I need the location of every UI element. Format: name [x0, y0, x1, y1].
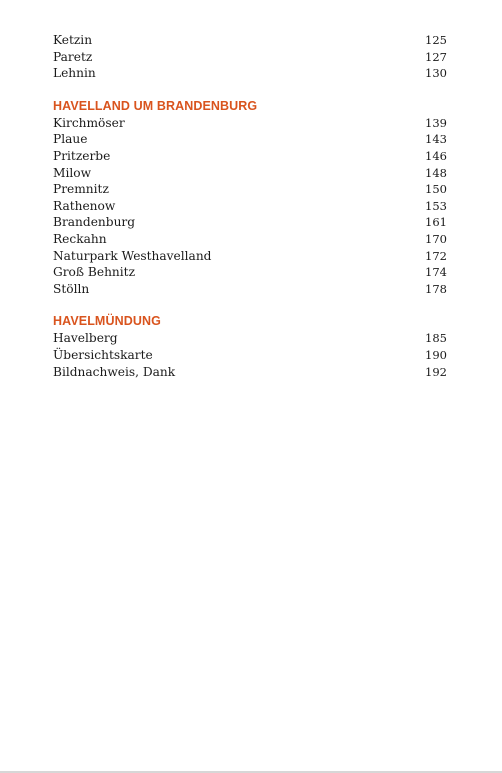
toc-entry-title: Bildnachweis, Dank	[53, 364, 176, 379]
section-spacer	[53, 82, 447, 98]
toc-entry-page: 125	[425, 33, 447, 47]
toc-entry-title: Naturpark Westhavelland	[53, 248, 212, 263]
toc-entry-title: Rathenow	[53, 198, 116, 213]
toc-entry-page: 130	[425, 66, 447, 81]
toc-entry-page: 146	[425, 148, 447, 163]
toc-entry-title: Übersichtskarte	[53, 347, 153, 362]
section-heading: HAVELMÜNDUNG	[53, 314, 161, 329]
toc-entry-page: 161	[425, 215, 447, 230]
toc-entry-title: Havelberg	[53, 331, 118, 346]
toc-entry-page: 178	[425, 281, 447, 296]
toc-entry-page: 153	[425, 198, 447, 213]
toc-entry[interactable]	[53, 264, 447, 281]
toc-entry[interactable]	[53, 32, 447, 49]
toc-entry-page: 174	[425, 265, 447, 280]
section-spacer	[53, 297, 447, 313]
toc-entry[interactable]	[53, 364, 447, 381]
toc-entry[interactable]	[53, 148, 447, 165]
toc-entry-page: 143	[425, 132, 447, 147]
toc-entry[interactable]	[53, 347, 447, 364]
toc-entry-page: 139	[425, 115, 447, 130]
toc-entry-page: 192	[425, 364, 447, 379]
toc-entry-page: 172	[425, 248, 447, 263]
toc-entry-title: Groß Behnitz	[53, 265, 135, 280]
toc-entry-page: 150	[425, 182, 447, 197]
toc-entry-title: Plaue	[53, 132, 88, 147]
toc-entry[interactable]	[53, 281, 447, 298]
toc-entry[interactable]	[53, 165, 447, 182]
toc-entry[interactable]	[53, 131, 447, 148]
toc-entry[interactable]	[53, 115, 447, 132]
toc-entry-title: Stölln	[53, 281, 90, 296]
toc-entry[interactable]	[53, 248, 447, 265]
toc-entry[interactable]	[53, 181, 447, 198]
toc-entry-page: 185	[425, 331, 447, 346]
toc-entry[interactable]	[53, 198, 447, 215]
toc-entry[interactable]	[53, 65, 447, 82]
table-of-contents	[53, 32, 447, 380]
toc-entry-page: 148	[425, 165, 447, 180]
toc-entry-title: Reckahn	[53, 231, 107, 246]
toc-entry-page: 190	[425, 347, 447, 362]
toc-entry-page: 127	[425, 49, 447, 64]
toc-entry-page: 170	[425, 231, 447, 246]
toc-entry-title: Milow	[53, 165, 92, 180]
toc-entry-title: Brandenburg	[53, 215, 136, 230]
toc-entry[interactable]	[53, 214, 447, 231]
toc-entry-title: Kirchmöser	[53, 115, 125, 130]
toc-entry-title: Premnitz	[53, 182, 109, 197]
section-heading: HAVELLAND UM BRANDENBURG	[53, 98, 258, 113]
toc-entry[interactable]	[53, 330, 447, 347]
toc-entry-title: Pritzerbe	[53, 148, 111, 163]
toc-entry-title: Lehnin	[53, 66, 96, 81]
toc-entry[interactable]	[53, 49, 447, 66]
toc-entry[interactable]	[53, 231, 447, 248]
toc-entry-title: Ketzin	[53, 33, 93, 47]
toc-entry-title: Paretz	[53, 49, 93, 64]
